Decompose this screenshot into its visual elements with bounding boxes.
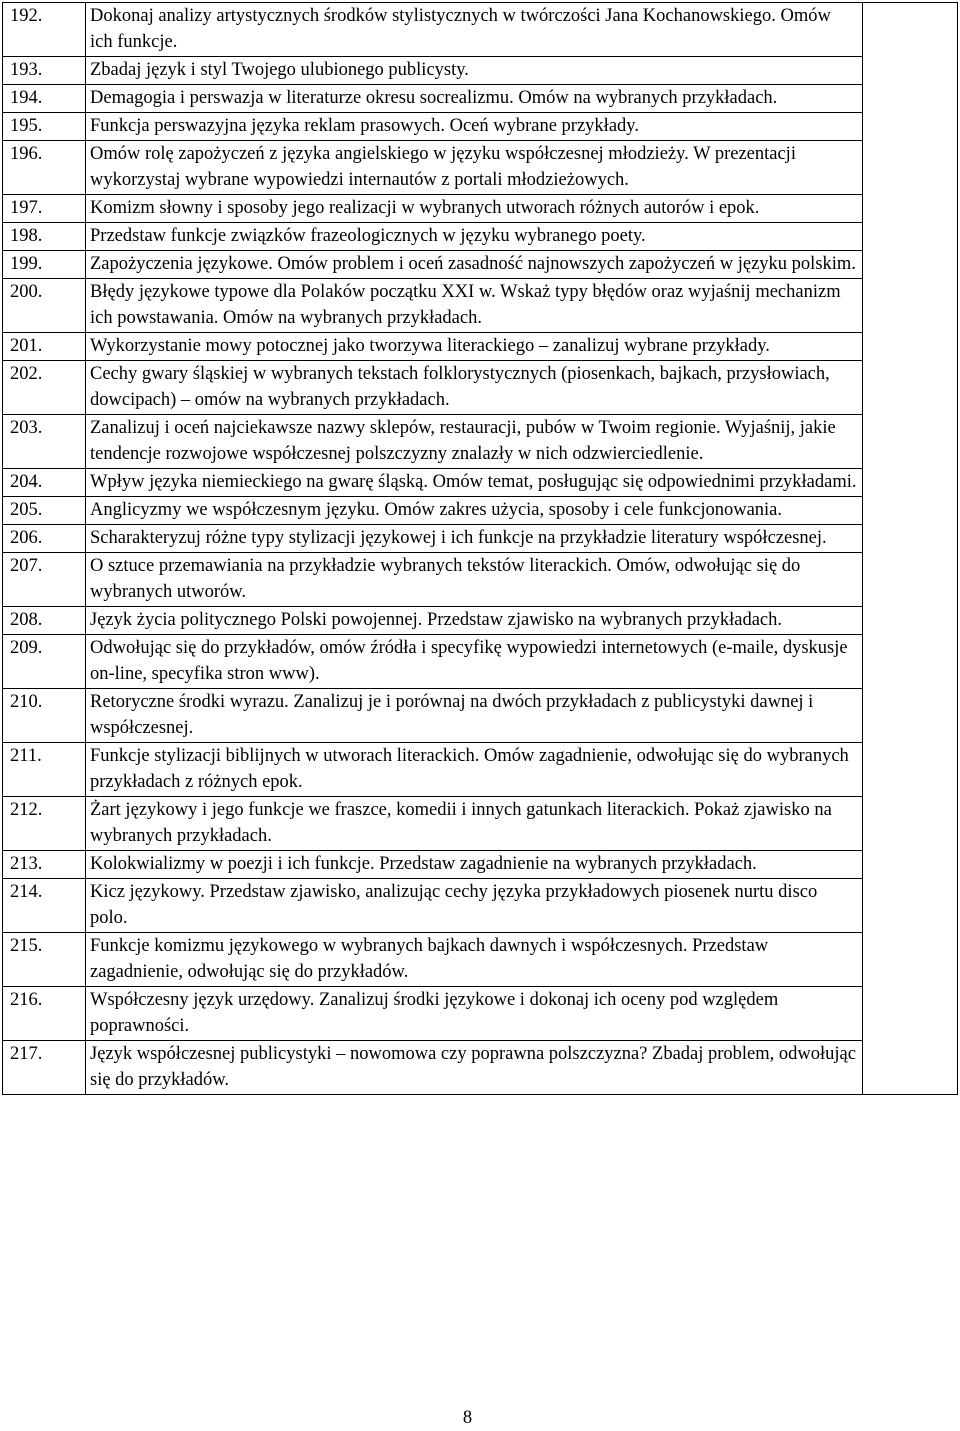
topic-number: 213. [3,851,86,879]
topic-number: 207. [3,553,86,607]
topic-number: 195. [3,113,86,141]
topic-text: Omów rolę zapożyczeń z języka angielskiego w języku współczesnej młodzieży. W prezentacji wykorzystaj wybrane wypowiedzi internautów z portali młodzieżowych. [86,141,863,195]
table-row [3,797,958,851]
topic-number: 208. [3,607,86,635]
topic-number: 217. [3,1041,86,1095]
topic-text: Funkcje komizmu językowego w wybranych bajkach dawnych i współczesnych. Przedstaw zagadnienie, odwołując się do przykładów. [86,933,863,987]
topic-text: Demagogia i perswazja w literaturze okresu socrealizmu. Omów na wybranych przykładach. [86,85,863,113]
table-row [3,279,958,333]
table-row [3,57,958,85]
topic-number: 209. [3,635,86,689]
topic-text: Cechy gwary śląskiej w wybranych tekstach folklorystycznych (piosenkach, bajkach, przysłowiach, dowcipach) – omów na wybranych przykładach. [86,361,863,415]
table-row [3,113,958,141]
table-row [3,851,958,879]
topic-text: Scharakteryzuj różne typy stylizacji językowej i ich funkcje na przykładzie literatury współczesnej. [86,525,863,553]
topic-number: 194. [3,85,86,113]
table-row [3,415,958,469]
table-row [3,689,958,743]
topic-text: Funkcja perswazyjna języka reklam prasowych. Oceń wybrane przykłady. [86,113,863,141]
topic-number: 205. [3,497,86,525]
table-row [3,333,958,361]
topic-number: 193. [3,57,86,85]
table-row [3,987,958,1041]
table-row [3,525,958,553]
topic-number: 215. [3,933,86,987]
topic-text: Wpływ języka niemieckiego na gwarę śląską. Omów temat, posługując się odpowiednimi przykładami. [86,469,863,497]
topic-number: 200. [3,279,86,333]
topics-table [2,2,958,1095]
topic-number: 201. [3,333,86,361]
topic-text: Anglicyzmy we współczesnym języku. Omów zakres użycia, sposoby i cele funkcjonowania. [86,497,863,525]
topic-text: Język współczesnej publicystyki – nowomowa czy poprawna polszczyzna? Zbadaj problem, odwołując się do przykładów. [86,1041,863,1095]
table-row [3,553,958,607]
table-row [3,223,958,251]
topic-text: Zbadaj język i styl Twojego ulubionego publicysty. [86,57,863,85]
topic-number: 212. [3,797,86,851]
topic-text: Kicz językowy. Przedstaw zjawisko, analizując cechy języka przykładowych piosenek nurtu disco polo. [86,879,863,933]
table-row [3,743,958,797]
topic-text: Język życia politycznego Polski powojennej. Przedstaw zjawisko na wybranych przykładach. [86,607,863,635]
topic-number: 192. [3,3,86,57]
topic-number: 214. [3,879,86,933]
table-row [3,469,958,497]
topic-number: 203. [3,415,86,469]
topic-text: Funkcje stylizacji biblijnych w utworach literackich. Omów zagadnienie, odwołując się do wybranych przykładach z różnych epok. [86,743,863,797]
table-row [3,361,958,415]
table-row [3,497,958,525]
topic-text: Komizm słowny i sposoby jego realizacji w wybranych utworach różnych autorów i epok. [86,195,863,223]
table-row [3,879,958,933]
topic-number: 210. [3,689,86,743]
topic-text: Zapożyczenia językowe. Omów problem i oceń zasadność najnowszych zapożyczeń w języku polskim. [86,251,863,279]
table-row [3,251,958,279]
topic-number: 211. [3,743,86,797]
topic-text: Współczesny język urzędowy. Zanalizuj środki językowe i dokonaj ich oceny pod względem poprawności. [86,987,863,1041]
table-row [3,195,958,223]
topic-number: 206. [3,525,86,553]
topic-text: Kolokwializmy w poezji i ich funkcje. Przedstaw zagadnienie na wybranych przykładach. [86,851,863,879]
topic-text: Wykorzystanie mowy potocznej jako tworzywa literackiego – zanalizuj wybrane przykłady. [86,333,863,361]
empty-column [863,3,958,1095]
topic-number: 204. [3,469,86,497]
table-row [3,3,958,57]
topic-text: Retoryczne środki wyrazu. Zanalizuj je i porównaj na dwóch przykładach z publicystyki dawnej i współczesnej. [86,689,863,743]
topic-number: 196. [3,141,86,195]
table-row [3,141,958,195]
topic-text: O sztuce przemawiania na przykładzie wybranych tekstów literackich. Omów, odwołując się do wybranych utworów. [86,553,863,607]
table-row [3,607,958,635]
topic-number: 198. [3,223,86,251]
topic-text: Zanalizuj i oceń najciekawsze nazwy sklepów, restauracji, pubów w Twoim regionie. Wyjaśnij, jakie tendencje rozwojowe współczesnej polszczyzny znalazły w nich odzwierciedlenie. [86,415,863,469]
topic-number: 202. [3,361,86,415]
topic-text: Dokonaj analizy artystycznych środków stylistycznych w twórczości Jana Kochanowskiego. Omów ich funkcje. [86,3,863,57]
topic-text: Odwołując się do przykładów, omów źródła i specyfikę wypowiedzi internetowych (e-maile, dyskusje on-line, specyfika stron www). [86,635,863,689]
topic-text: Błędy językowe typowe dla Polaków początku XXI w. Wskaż typy błędów oraz wyjaśnij mechanizm ich powstawania. Omów na wybranych przykładach. [86,279,863,333]
topic-number: 216. [3,987,86,1041]
table-row [3,933,958,987]
table-row [3,1041,958,1095]
table-row [3,85,958,113]
topic-text: Przedstaw funkcje związków frazeologicznych w języku wybranego poety. [86,223,863,251]
page-number: 8 [462,1408,473,1428]
topics-table-body [3,3,958,1095]
topic-number: 197. [3,195,86,223]
topic-text: Żart językowy i jego funkcje we fraszce, komedii i innych gatunkach literackich. Pokaż zjawisko na wybranych przykładach. [86,797,863,851]
document-page [2,2,957,1095]
table-row [3,635,958,689]
topic-number: 199. [3,251,86,279]
